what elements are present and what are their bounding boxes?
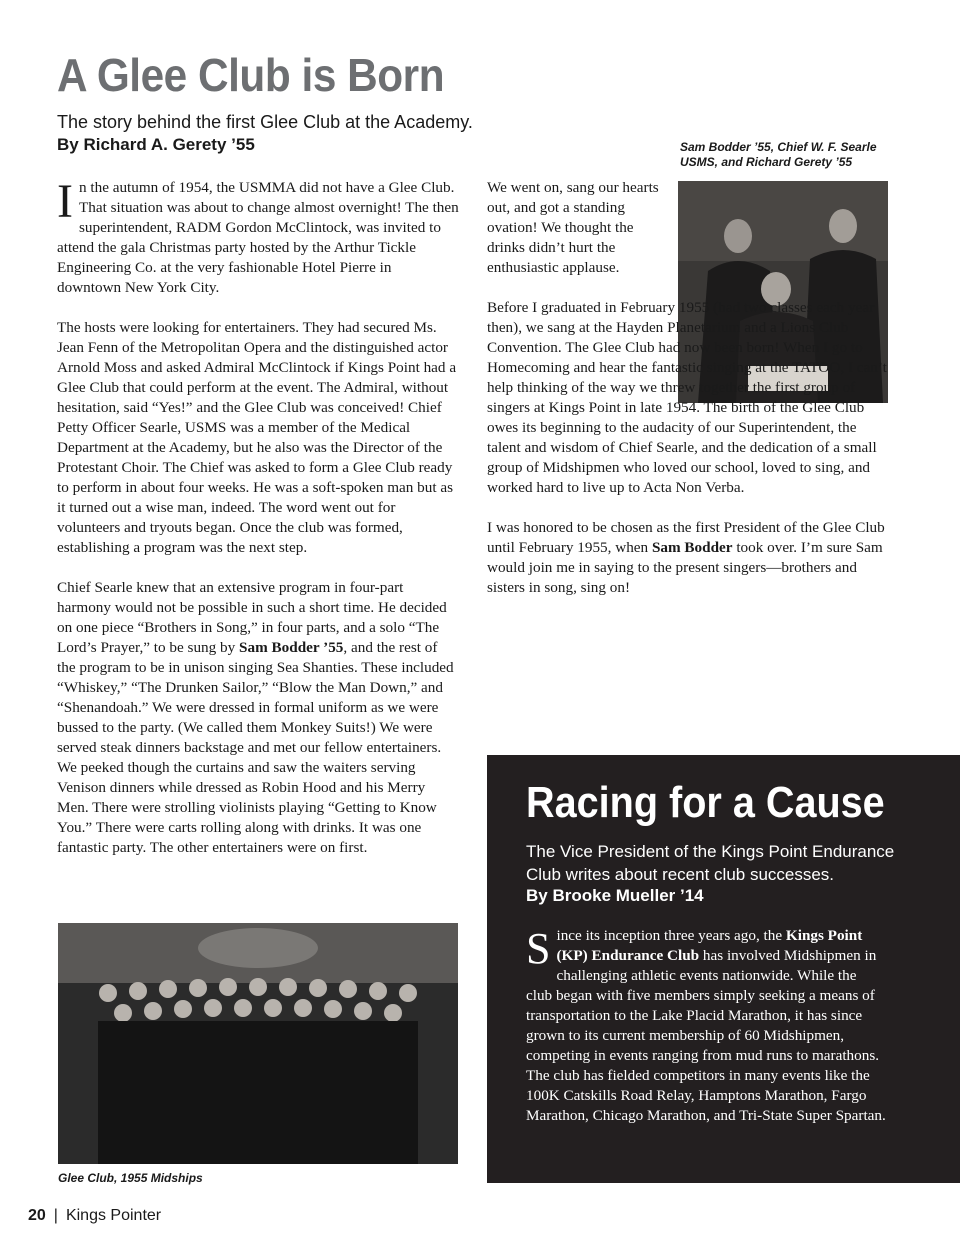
article-title: A Glee Club is Born xyxy=(57,49,445,101)
page-number: 20 xyxy=(28,1207,46,1224)
paragraph-text: has involved Midshipmen in challenging athletic events nationwide. While the club began with five members simply seeking a means of transportation to the Lake Placid Marathon, it has since grown to its current membership of 60 Midshipmen, competing in events ranging from mud runs to marathons. The club has fielded competitors in many events like the 100K Catskills Road Relay, Hamptons Marathon, Fargo Marathon, Chicago Marathon, and Tri-State Super Spartan. xyxy=(526,947,886,1124)
paragraph xyxy=(526,926,886,1126)
paragraph-text: I was honored to be chosen as the first President of the Glee Club until February 1955, when xyxy=(487,519,885,556)
publication-name: Kings Pointer xyxy=(65,1207,162,1224)
article-subtitle: The story behind the first Glee Club at the Academy. xyxy=(57,112,473,132)
sidebar-article-body xyxy=(526,926,886,1146)
paragraph: The hosts were looking for entertainers. They had secured Ms. Jean Fenn of the Metropolitan Opera and the distinguished actor Arnold Moss and asked Admiral McClintock if Kings Point had a Glee Club that could perform at the event. The Admiral, without hesitation, said “Yes!” and the Glee Club was conceived! Chief Petty Officer Searle, USMS was a member of the Medical Department at the Academy, but he also was the Director of the Protestant Choir. The Chief was asked to form a Glee Club ready to perform in about four weeks. He was a soft-spoken man but as it turned out a wise man, indeed. The word went out for volunteers and tryouts began. Once the club was formed, establishing a program was the next step. xyxy=(57,319,457,556)
footer-separator: | xyxy=(53,1207,58,1224)
paragraph: We went on, sang our hearts out, and got a standing ovation! We thought the drinks didn’t hurt the enthusiastic applause. xyxy=(487,179,659,276)
article-column-left xyxy=(57,175,459,878)
bold-name: Kings Point (KP) Endurance Club xyxy=(556,927,863,964)
paragraph-text: , and the rest of the program to be in unison singing Sea Shanties. These included “Whiskey,” “The Drunken Sailor,” “Blow the Man Down,” and “Shenandoah.” We were dressed in formal uniform as we were bussed to the party. (We called them Monkey Suits!) We were served steak dinners backstage and met our fellow entertainers. We peeked though the curtains and saw the waiters serving Venison dinners while dressed as Robin Hood and his Merry Men. There were strolling violinists playing “Getting to Know You.” There were carts rolling along with drinks. It was one fantastic party. The other entertainers were on first. xyxy=(57,639,454,856)
paragraph-text: Chief Searle knew that an extensive program in four-part harmony would not be possible in such a short time. He decided on one piece “Brothers in Song,” in four parts, and a solo “The Lord’s Prayer,” to be sung by xyxy=(57,579,447,656)
drop-cap: S xyxy=(526,924,551,973)
page-footer xyxy=(28,1207,161,1225)
paragraph-text: ince its inception three years ago, the xyxy=(556,927,786,944)
photo-caption-bottom: Glee Club, 1955 Midships xyxy=(58,1171,203,1185)
sidebar-article-byline: By Brooke Mueller ’14 xyxy=(526,886,704,905)
paragraph xyxy=(487,518,887,598)
sidebar-article-subtitle: The Vice President of the Kings Point Endurance Club writes about recent club successes. xyxy=(526,842,895,884)
drop-cap: I xyxy=(57,175,73,228)
photo-caption-top: Sam Bodder ’55, Chief W. F. Searle USMS, and Richard Gerety ’55 xyxy=(680,140,877,169)
paragraph-text: Before I graduated in February 1955 (had two classes each year then), we sang at the Hayden Planetarium and a Lions Club Convention. The Glee Club had now been born! When I go to Homecoming and hear the fantastic singing at the TATOO, I can’t help thinking of the way we threw together the first group of singers at Kings Point in late 1954. The birth of the Glee Club owes its beginning to the audacity of our Superintendent, the talent and wisdom of Chief Searle, and the dedication of a small group of Midshipmen who loved our school, loved to sing, and worked hard to live up to Acta Non Verba. xyxy=(487,299,887,496)
paragraph xyxy=(57,175,459,298)
paragraph-text: n the autumn of 1954, the USMMA did not have a Glee Club. That situation was about to change almost overnight! The then superintendent, RADM Gordon McClintock, was invited to attend the gala Christmas party hosted by the Arthur Tickle Engineering Co. at the very fashionable Hotel Pierre in downtown New York City. xyxy=(57,179,459,296)
bold-name: Sam Bodder xyxy=(651,539,733,556)
bold-name: Sam Bodder ’55 xyxy=(239,639,344,656)
sidebar-article-title: Racing for a Cause xyxy=(526,778,885,827)
photo-glee-club-group xyxy=(58,923,458,1164)
article-byline: By Richard A. Gerety ’55 xyxy=(57,135,255,154)
paragraph-text: took over. I’m sure Sam would join me in saying to the present singers—brothers and sisters in song, sing on! xyxy=(487,539,883,596)
article-column-right xyxy=(487,178,887,618)
paragraph xyxy=(57,578,459,858)
paragraph xyxy=(487,298,887,498)
